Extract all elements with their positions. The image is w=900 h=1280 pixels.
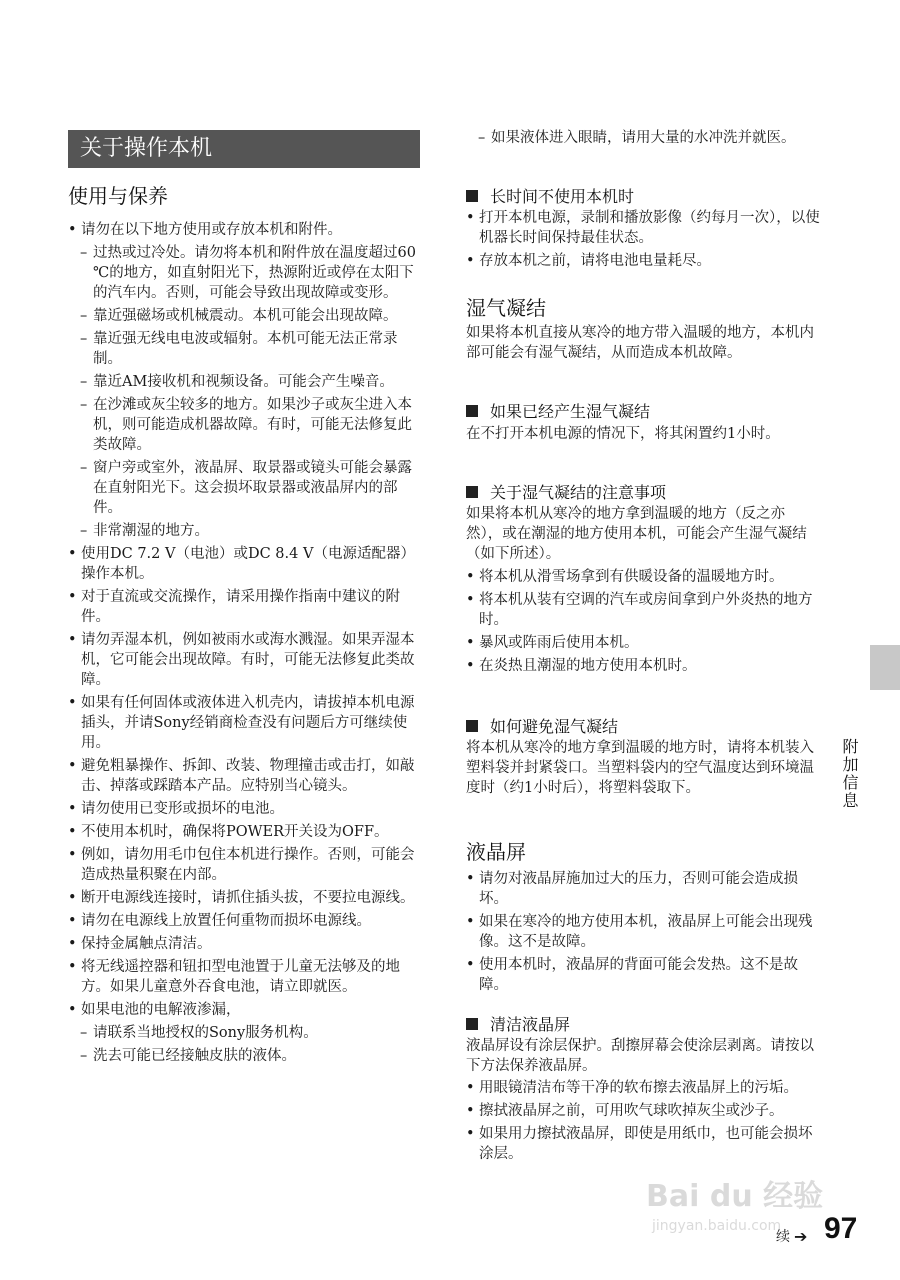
watermark-url: jingyan.baidu.com xyxy=(652,1218,782,1234)
clean-lcd-list xyxy=(466,1078,820,1167)
clean-lcd-list-item: • 如果用力擦拭液晶屏，即使是用纸巾，也可能会损坏涂层。 xyxy=(466,1124,820,1164)
usage-list-item: • 请勿在以下地方使用或存放本机和附件。 xyxy=(68,220,420,240)
section-tab-marker xyxy=(870,645,900,690)
condensation-intro: 如果将本机直接从寒冷的地方带入温暖的地方，本机内部可能会有湿气凝结，从而造成本机故障。 xyxy=(466,325,814,361)
usage-list-item-sub-item: – 靠近强磁场或机械震动。本机可能会出现故障。 xyxy=(68,306,420,326)
condensation-notes-text: 如果将本机从寒冷的地方拿到温暖的地方（反之亦然），或在潮湿的地方使用本机，可能会产生湿气凝结（如下所述）。 xyxy=(466,506,807,562)
continued-list-item-sub-item: – 如果液体进入眼睛，请用大量的水冲洗并就医。 xyxy=(466,128,820,148)
usage-list-item: • 不使用本机时，确保将POWER开关设为OFF。 xyxy=(68,822,420,842)
long-unused-list-item: • 存放本机之前，请将电池电量耗尽。 xyxy=(466,251,820,271)
usage-list-item: • 如果有任何固体或液体进入机壳内，请拔掉本机电源插头，并请Sony经销商检查没有问题后方可继续使用。 xyxy=(68,693,420,753)
continued-indicator xyxy=(776,1226,807,1246)
usage-list-item-sub-item: – 请联系当地授权的Sony服务机构。 xyxy=(68,1023,420,1043)
square-bullet-icon xyxy=(466,1018,478,1030)
clean-lcd-list-item: • 用眼镜清洁布等干净的软布擦去液晶屏上的污垢。 xyxy=(466,1078,820,1098)
lcd-list-item: • 如果在寒冷的地方使用本机，液晶屏上可能会出现残像。这不是故障。 xyxy=(466,912,820,952)
clean-lcd-heading-text: 清洁液晶屏 xyxy=(490,1015,571,1034)
arrow-right-icon: ➔ xyxy=(794,1226,808,1246)
usage-list-item: • 例如，请勿用毛巾包住本机进行操作。否则，可能会造成热量积聚在内部。 xyxy=(68,845,420,885)
clean-lcd-heading xyxy=(466,1012,570,1035)
avoid-condensation-heading-text: 如何避免湿气凝结 xyxy=(490,717,619,736)
page-number: 97 xyxy=(824,1212,858,1245)
condensation-heading: 湿气凝结 xyxy=(466,296,546,320)
square-bullet-icon xyxy=(466,405,478,417)
continued-text: 续 xyxy=(776,1229,790,1245)
condensation-note-item: • 将本机从装有空调的汽车或房间拿到户外炎热的地方时。 xyxy=(466,590,820,630)
long-unused-heading xyxy=(466,184,634,207)
section-title: 关于操作本机 xyxy=(80,136,213,161)
usage-list-item-sub-item: – 靠近强无线电电波或辐射。本机可能无法正常录制。 xyxy=(68,329,420,369)
lcd-list-item: • 请勿对液晶屏施加过大的压力，否则可能会造成损坏。 xyxy=(466,869,820,909)
usage-list-item: • 请勿在电源线上放置任何重物而损坏电源线。 xyxy=(68,911,420,931)
usage-list xyxy=(68,220,420,1069)
condensation-notes-heading-text: 关于湿气凝结的注意事项 xyxy=(490,483,667,502)
usage-heading: 使用与保养 xyxy=(68,184,168,208)
long-unused-list-item: • 打开本机电源，录制和播放影像（约每月一次），以使机器长时间保持最佳状态。 xyxy=(466,208,820,248)
usage-list-item-sub-item: – 洗去可能已经接触皮肤的液体。 xyxy=(68,1046,420,1066)
avoid-condensation-heading xyxy=(466,714,618,737)
lcd-list-item: • 使用本机时，液晶屏的背面可能会发热。这不是故障。 xyxy=(466,955,820,995)
clean-lcd-list-item: • 擦拭液晶屏之前，可用吹气球吹掉灰尘或沙子。 xyxy=(466,1101,820,1121)
usage-list-item: • 将无线遥控器和钮扣型电池置于儿童无法够及的地方。如果儿童意外吞食电池，请立即就医。 xyxy=(68,957,420,997)
clean-lcd-text: 液晶屏设有涂层保护。刮擦屏幕会使涂层剥离。请按以下方法保养液晶屏。 xyxy=(466,1038,814,1074)
usage-list-item: • 断开电源线连接时，请抓住插头拔，不要拉电源线。 xyxy=(68,888,420,908)
condensation-note-item: • 在炎热且潮湿的地方使用本机时。 xyxy=(466,656,820,676)
usage-list-item: • 请勿弄湿本机，例如被雨水或海水溅湿。如果弄湿本机，它可能会出现故障。有时，可能无法修复此类故障。 xyxy=(68,630,420,690)
usage-list-item: • 请勿使用已变形或损坏的电池。 xyxy=(68,799,420,819)
condensation-occurred-heading-text: 如果已经产生湿气凝结 xyxy=(490,402,651,421)
long-unused-list xyxy=(466,208,820,274)
square-bullet-icon xyxy=(466,720,478,732)
usage-list-item-sub-item: – 非常潮湿的地方。 xyxy=(68,521,420,541)
usage-list-item-sub-item: – 靠近AM接收机和视频设备。可能会产生噪音。 xyxy=(68,372,420,392)
usage-list-item-sub-item: – 窗户旁或室外，液晶屏、取景器或镜头可能会暴露在直射阳光下。这会损坏取景器或液晶屏内的部件。 xyxy=(68,458,420,518)
condensation-notes-heading xyxy=(466,480,666,503)
section-title-bar xyxy=(68,130,420,168)
lcd-heading: 液晶屏 xyxy=(466,840,526,864)
side-section-label: 附加信息 xyxy=(840,738,859,810)
usage-list-item: • 如果电池的电解液渗漏， xyxy=(68,1000,420,1020)
condensation-notes-list xyxy=(466,567,820,679)
watermark xyxy=(640,1168,840,1238)
condensation-occurred-text: 在不打开本机电源的情况下，将其闲置约1小时。 xyxy=(466,426,780,442)
condensation-occurred-heading xyxy=(466,399,650,422)
long-unused-heading-text: 长时间不使用本机时 xyxy=(490,187,635,206)
usage-list-item: • 避免粗暴操作、拆卸、改装、物理撞击或击打，如敲击、掉落或踩踏本产品。应特别当心镜头。 xyxy=(68,756,420,796)
lcd-list xyxy=(466,869,820,998)
watermark-logo: Bai du 经验 xyxy=(646,1179,824,1214)
condensation-note-item: • 暴风或阵雨后使用本机。 xyxy=(466,633,820,653)
condensation-note-item: • 将本机从滑雪场拿到有供暖设备的温暖地方时。 xyxy=(466,567,820,587)
square-bullet-icon xyxy=(466,486,478,498)
square-bullet-icon xyxy=(466,190,478,202)
usage-list-item-sub-item: – 在沙滩或灰尘较多的地方。如果沙子或灰尘进入本机，则可能造成机器故障。有时，可能无法修复此类故障。 xyxy=(68,395,420,455)
usage-list-item-sub-item: – 过热或过冷处。请勿将本机和附件放在温度超过60 ℃的地方，如直射阳光下，热源附近或停在太阳下的汽车内。否则，可能会导致出现故障或变形。 xyxy=(68,243,420,303)
usage-list-item: • 使用DC 7.2 V（电池）或DC 8.4 V（电源适配器）操作本机。 xyxy=(68,544,420,584)
usage-list-item: • 对于直流或交流操作，请采用操作指南中建议的附件。 xyxy=(68,587,420,627)
avoid-condensation-text: 将本机从寒冷的地方拿到温暖的地方时，请将本机装入塑料袋并封紧袋口。当塑料袋内的空气温度达到环境温度时（约1小时后），将塑料袋取下。 xyxy=(466,740,814,796)
usage-list-item: • 保持金属触点清洁。 xyxy=(68,934,420,954)
continued-list xyxy=(466,128,820,151)
